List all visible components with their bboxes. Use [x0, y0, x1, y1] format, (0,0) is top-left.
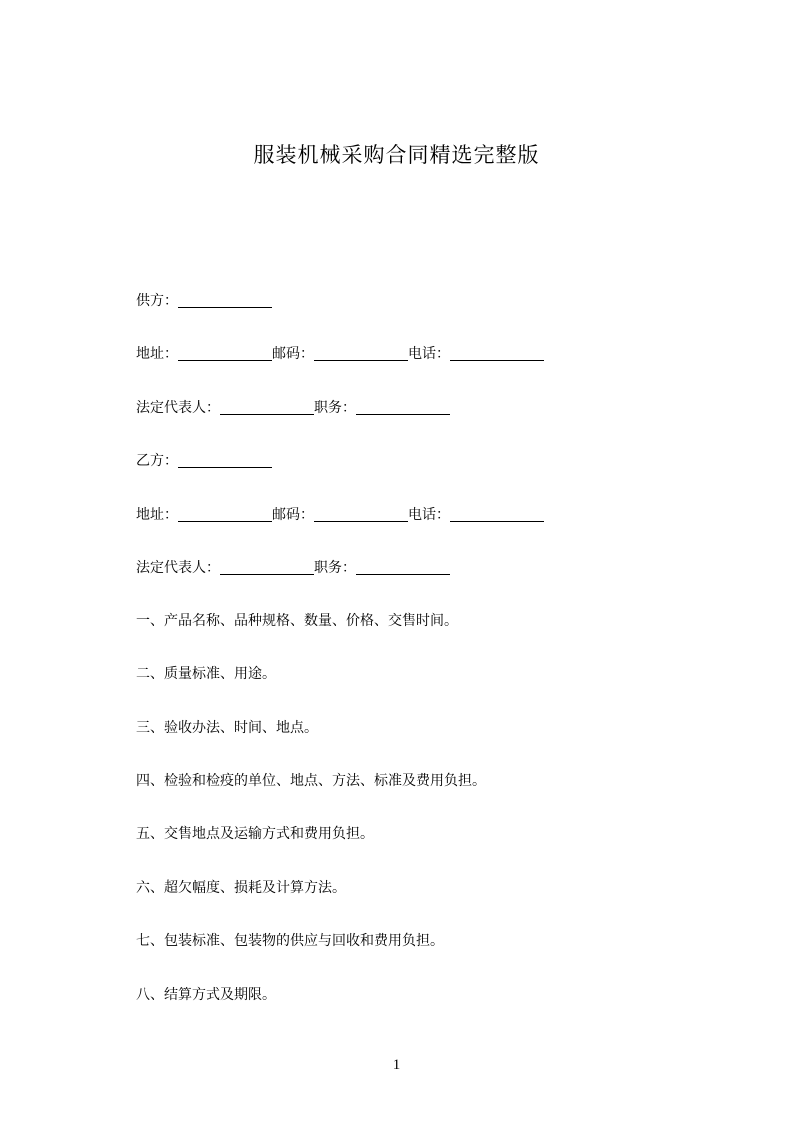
clause-item: 二、质量标准、用途。 — [136, 666, 276, 682]
party-a-phone-blank — [450, 346, 544, 361]
party-a-position-label: 职务： — [314, 400, 356, 416]
party-a-address-label: 地址： — [136, 346, 178, 362]
party-a-postcode-label: 邮码： — [272, 346, 314, 362]
party-a-rep-blank — [220, 400, 314, 415]
clause-item: 七、包装标准、包装物的供应与回收和费用负担。 — [136, 933, 444, 949]
clause-item: 八、结算方式及期限。 — [136, 987, 276, 1003]
party-a-line — [136, 291, 272, 311]
party-a-position-blank — [356, 400, 450, 415]
party-b-rep-label: 法定代表人： — [136, 560, 220, 576]
party-b-line — [136, 451, 272, 471]
page-number: 1 — [392, 1057, 401, 1073]
document-title: 服装机械采购合同精选完整版 — [253, 143, 540, 167]
party-b-postcode-label: 邮码： — [272, 507, 314, 523]
party-a-blank — [178, 293, 272, 308]
party-b-phone-label: 电话： — [408, 507, 450, 523]
party-a-address-blank — [178, 346, 272, 361]
party-a-rep-line — [136, 398, 450, 418]
party-a-postcode-blank — [314, 346, 408, 361]
party-b-blank — [178, 453, 272, 468]
party-b-label: 乙方： — [136, 453, 178, 469]
clause-item: 三、验收办法、时间、地点。 — [136, 720, 318, 736]
party-b-postcode-blank — [314, 507, 408, 522]
clause-item: 六、超欠幅度、损耗及计算方法。 — [136, 880, 346, 896]
party-b-phone-blank — [450, 507, 544, 522]
party-b-position-blank — [356, 560, 450, 575]
clause-item: 四、检验和检疫的单位、地点、方法、标准及费用负担。 — [136, 773, 486, 789]
clause-item: 一、产品名称、品种规格、数量、价格、交售时间。 — [136, 613, 458, 629]
party-a-contact-line — [136, 344, 544, 364]
party-a-phone-label: 电话： — [408, 346, 450, 362]
party-b-address-label: 地址： — [136, 507, 178, 523]
party-a-label: 供方： — [136, 293, 178, 309]
party-b-contact-line — [136, 505, 544, 525]
clause-item: 五、交售地点及运输方式和费用负担。 — [136, 826, 374, 842]
party-b-rep-blank — [220, 560, 314, 575]
party-b-position-label: 职务： — [314, 560, 356, 576]
party-a-rep-label: 法定代表人： — [136, 400, 220, 416]
party-b-address-blank — [178, 507, 272, 522]
party-b-rep-line — [136, 558, 450, 578]
